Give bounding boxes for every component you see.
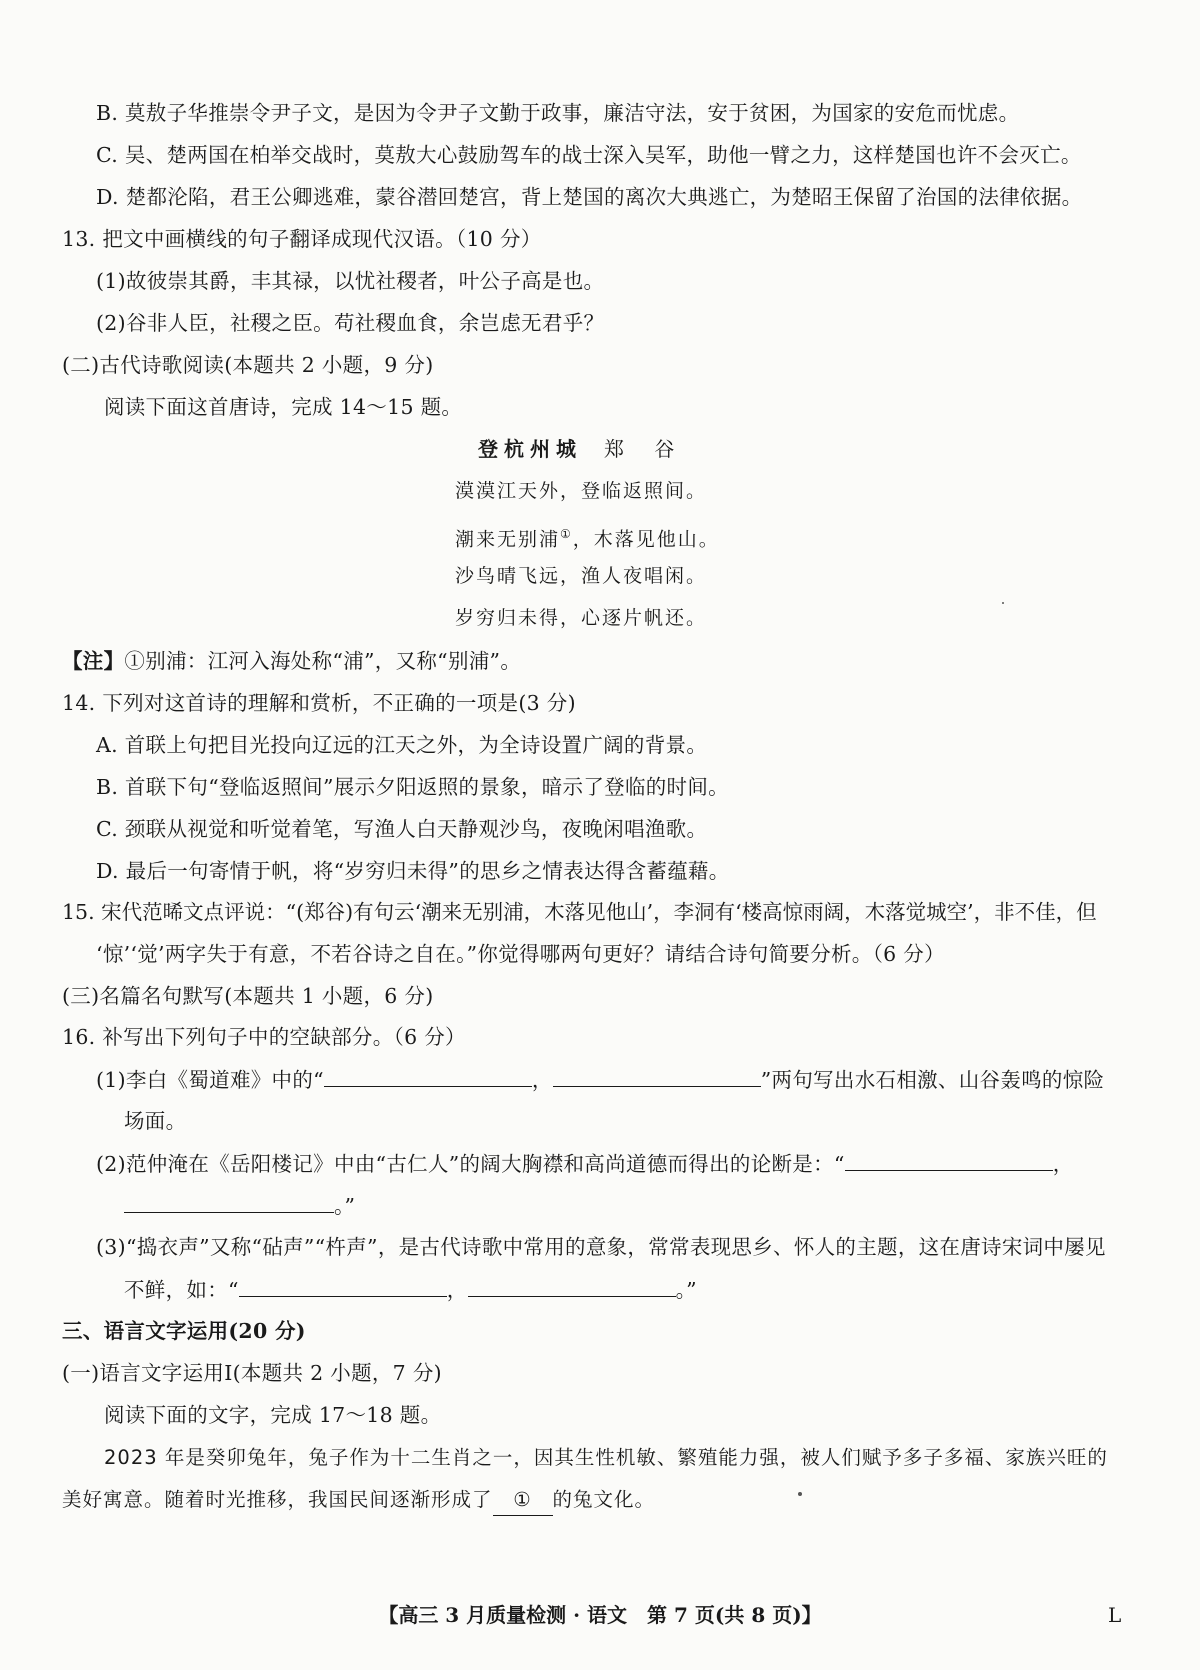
poem-title-text: 登杭州城 — [478, 437, 582, 461]
q16-item-3-cont — [124, 1274, 697, 1305]
poem-instruction: 阅读下面这首唐诗，完成 14～15 题。 — [104, 395, 463, 419]
q13-heading: 13. 把文中画横线的句子翻译成现代汉语。（10 分） — [62, 227, 542, 251]
q16-heading: 16. 补写出下列句子中的空缺部分。（6 分） — [62, 1025, 466, 1049]
poem-line-2b: ，木落见他山。 — [572, 528, 720, 551]
section-3-heading: 三、语言文字运用(20 分) — [62, 1319, 306, 1343]
passage-line-2 — [62, 1485, 655, 1516]
q16-2-blank-a[interactable] — [845, 1148, 1053, 1171]
q14-option-a: A. 首联上句把目光投向辽远的江天之外，为全诗设置广阔的背景。 — [96, 733, 708, 757]
note-text: ①别浦：江河入海处称“浦”，又称“别浦”。 — [124, 649, 522, 673]
q16-3-end: 。” — [675, 1278, 697, 1302]
q16-item-2 — [96, 1148, 1074, 1179]
poem-note — [62, 646, 521, 676]
q16-2-end: 。” — [334, 1194, 356, 1218]
section-3-1-heading: (一)语言文字运用Ⅰ(本题共 2 小题，7 分) — [62, 1361, 442, 1385]
poem-title — [478, 434, 686, 464]
q14-option-d: D. 最后一句寄情于帆，将“岁穷归未得”的思乡之情表达得含蓄蕴藉。 — [96, 859, 730, 883]
text-instruction: 阅读下面的文字，完成 17～18 题。 — [104, 1403, 442, 1427]
q16-2-comma: ， — [1052, 1152, 1074, 1176]
q16-item-1 — [96, 1064, 1104, 1095]
poem-line-1: 漠漠江天外，登临返照间。 — [455, 480, 708, 502]
passage-line-2a: 美好寓意。随着时光推移，我国民间逐渐形成了 — [62, 1488, 493, 1511]
scan-speck — [1002, 602, 1004, 604]
passage-line-1: 2023 年是癸卯兔年，兔子作为十二生肖之一，因其生性机敏、繁殖能力强，被人们赋予多子多福、家族兴旺的 — [104, 1446, 1108, 1469]
q14-heading: 14. 下列对这首诗的理解和赏析，不正确的一项是(3 分) — [62, 691, 576, 715]
q16-1-blank-a[interactable] — [324, 1064, 532, 1087]
q16-3-comma: ， — [446, 1278, 468, 1302]
section-poetry-heading: (二)古代诗歌阅读(本题共 2 小题，9 分) — [62, 353, 434, 377]
footnote-marker: ① — [560, 527, 573, 541]
q13-sentence-2: (2)谷非人臣，社稷之臣。苟社稷血食，余岂虑无君乎？ — [96, 311, 605, 335]
poem-line-3: 沙鸟晴飞远，渔人夜唱闲。 — [455, 565, 708, 587]
q16-1-comma: ， — [531, 1068, 553, 1092]
q12-option-d: D. 楚都沦陷，君王公卿逃难，蒙谷潜回楚宫，背上楚国的离次大典逃亡，为楚昭王保留了治国的法律依据。 — [96, 185, 1083, 209]
q16-item-3: (3)“捣衣声”又称“砧声”“杵声”，是古代诗歌中常用的意象，常常表现思乡、怀人的主题，这在唐诗宋词中屡见 — [96, 1235, 1106, 1259]
q12-option-c: C. 吴、楚两国在柏举交战时，莫敖大心鼓励驾车的战士深入吴军，助他一臂之力，这样楚国也许不会灭亡。 — [96, 143, 1082, 167]
passage-line-2b: 的兔文化。 — [552, 1488, 656, 1511]
poem-line-2 — [455, 520, 720, 553]
q16-3-prompt: 不鲜，如：“ — [124, 1278, 239, 1302]
q16-1-prompt: (1)李白《蜀道难》中的“ — [96, 1068, 324, 1092]
scan-speck — [798, 1492, 802, 1496]
q16-1-continuation: 场面。 — [124, 1109, 187, 1133]
q15-line-2: ‘惊’‘觉’两字失于有意，不若谷诗之自在。”你觉得哪两句更好？请结合诗句简要分析。（6 分） — [96, 942, 945, 966]
poem-author: 郑 谷 — [604, 437, 687, 461]
passage-blank-1[interactable]: ① — [493, 1485, 553, 1516]
section-recitation-heading: (三)名篇名句默写(本题共 1 小题，6 分) — [62, 984, 434, 1008]
q12-option-b: B. 莫敖子华推崇令尹子文，是因为令尹子文勤于政事，廉洁守法，安于贫困，为国家的安危而忧虑。 — [96, 101, 1020, 125]
q14-option-b: B. 首联下句“登临返照间”展示夕阳返照的景象，暗示了登临的时间。 — [96, 775, 729, 799]
q16-1-blank-b[interactable] — [553, 1064, 761, 1087]
q16-3-blank-a[interactable] — [239, 1274, 447, 1297]
q16-3-blank-b[interactable] — [468, 1274, 676, 1297]
q16-item-2-cont — [124, 1190, 355, 1221]
q16-1-tail: ”两句写出水石相激、山谷轰鸣的惊险 — [760, 1068, 1105, 1092]
q16-2-prompt: (2)范仲淹在《岳阳楼记》中由“古仁人”的阔大胸襟和高尚道德而得出的论断是：“ — [96, 1152, 845, 1176]
poem-line-4: 岁穷归未得，心逐片帆还。 — [455, 607, 708, 629]
poem-line-2a: 潮来无别浦 — [455, 528, 561, 551]
q15-line-1: 15. 宋代范晞文点评说：“(郑谷)有句云‘潮来无别浦，木落见他山’，李洞有‘楼高惊雨阔，木落觉城空’，非不佳，但 — [62, 900, 1097, 924]
q13-sentence-1: (1)故彼崇其爵，丰其禄，以忧社稷者，叶公子高是也。 — [96, 269, 605, 293]
q16-2-blank-b[interactable] — [124, 1190, 334, 1213]
page-footer: 【高三 3 月质量检测 · 语文 第 7 页(共 8 页)】 — [378, 1603, 822, 1627]
q14-option-c: C. 颈联从视觉和听觉着笔，写渔人白天静观沙鸟，夜晚闲唱渔歌。 — [96, 817, 708, 841]
note-label: 【注】 — [62, 649, 125, 673]
paper-code: L — [1108, 1603, 1122, 1627]
